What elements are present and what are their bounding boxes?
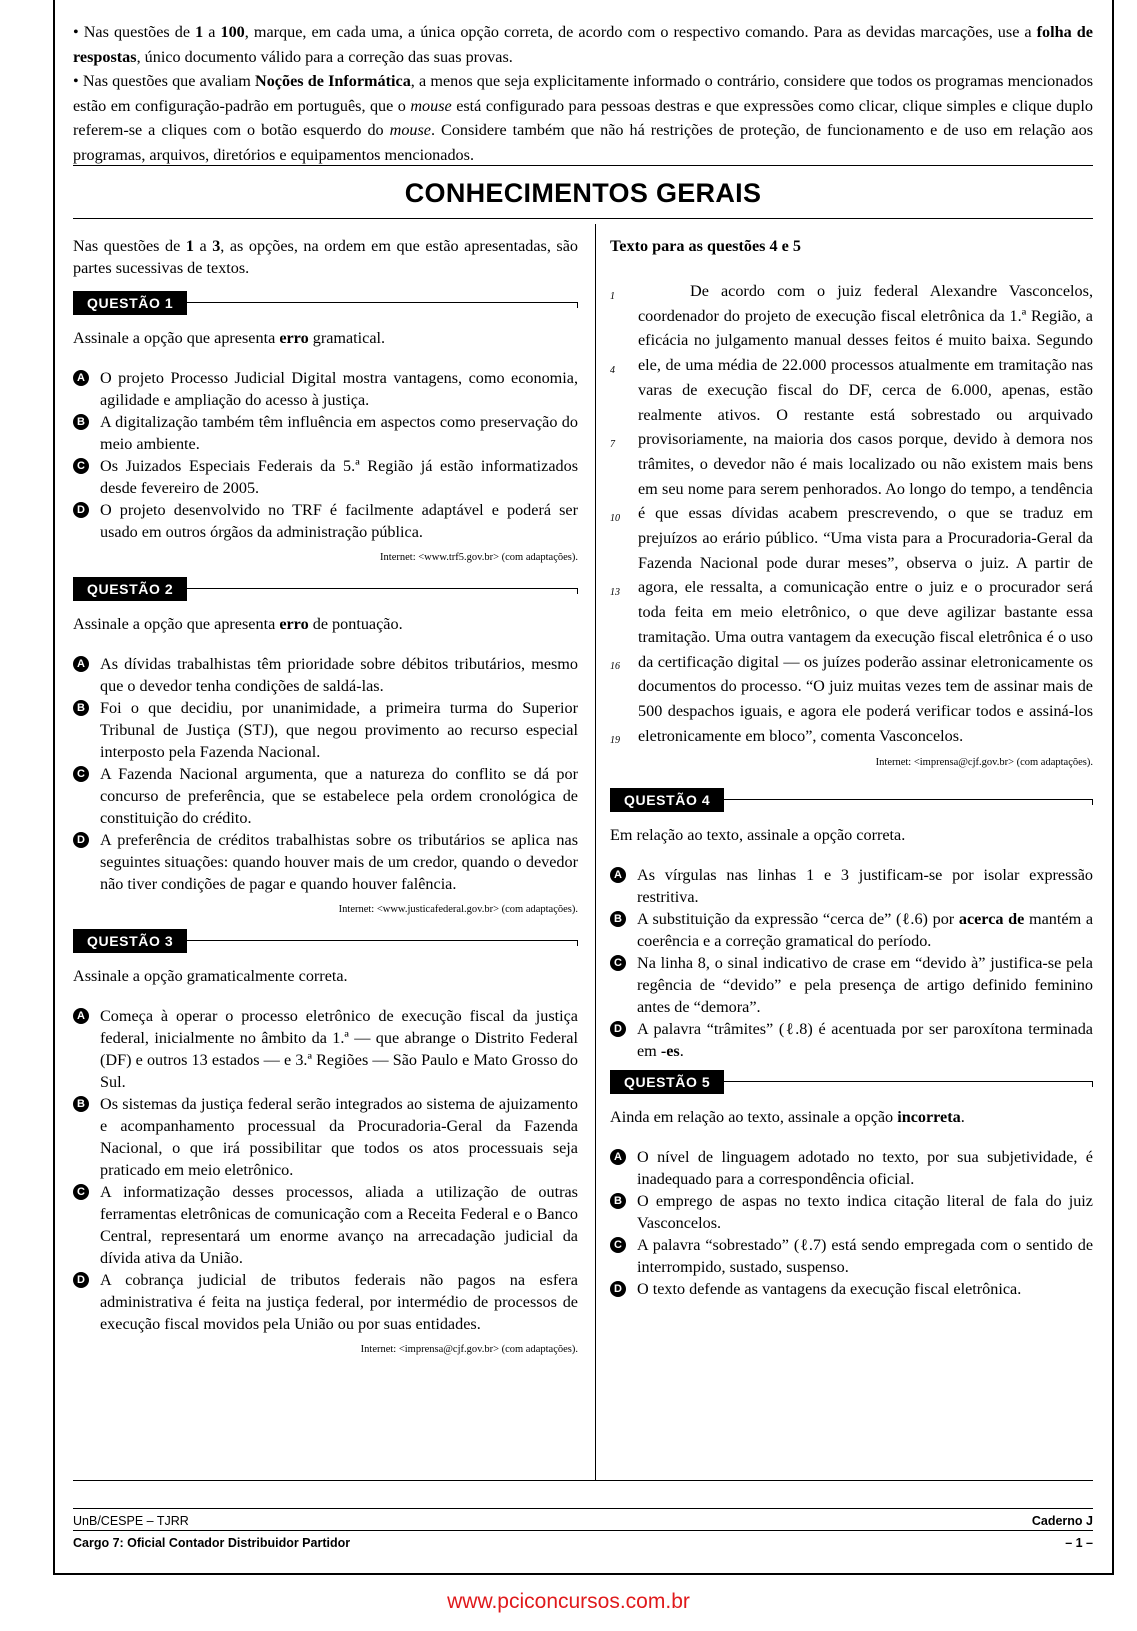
- question-3-stem: Assinale a opção gramaticalmente correta.: [73, 967, 348, 985]
- question-4-option-d[interactable]: D A palavra “trâmites” (ℓ.8) é acentuada por ser paroxítona terminada em -es.: [610, 1018, 1093, 1062]
- footer-rule-mid: [73, 1530, 1093, 1531]
- question-1-option-d[interactable]: D O projeto desenvolvido no TRF é facilmente adaptável e poderá ser usado em outros órgãos da administração pública.: [73, 499, 578, 543]
- question-4-stem: Em relação ao texto, assinale a opção correta.: [610, 826, 906, 845]
- question-3-option-b[interactable]: B Os sistemas da justiça federal serão integrados ao sistema de ajuizamento e acompanhamento processual da Procuradoria-Geral da Fazenda Nacional, o que irá possibilitar que todos os atos processuais seja praticado em meio eletrônico.: [73, 1093, 578, 1181]
- instruction-1: • Nas questões de 1 a 100, marque, em cada uma, a única opção correta, de acordo com o respectivo comando. Para as devidas marcações, use a folha de respostas, único documento válido para a correção das suas provas.: [73, 23, 1093, 66]
- line-number: 13: [610, 587, 620, 598]
- question-4-option-a[interactable]: A As vírgulas nas linhas 1 e 3 justificam-se por isolar expressão restritiva.: [610, 864, 1093, 908]
- footer-caderno: Caderno J: [1031, 1514, 1093, 1528]
- line-number: 1: [610, 291, 615, 302]
- question-2-option-a[interactable]: A As dívidas trabalhistas têm prioridade sobre débitos tributários, mesmo que o devedor tenha condições de saldá-las.: [73, 653, 578, 697]
- footer-org: UnB/CESPE – TJRR: [73, 1514, 189, 1528]
- line-number: 16: [610, 661, 620, 672]
- question-5-stem: Ainda em relação ao texto, assinale a opção incorreta.: [610, 1108, 965, 1127]
- right-column: [610, 235, 1093, 1300]
- page-number: – 1 –: [1065, 1536, 1093, 1550]
- passage-source: Internet: <imprensa@cjf.gov.br> (com adaptações).: [875, 757, 1093, 769]
- question-4-header: QUESTÃO 4: [610, 788, 1093, 812]
- question-4-option-c[interactable]: C Na linha 8, o sinal indicativo de crase em “devido à” justifica-se pela regência de “devido” e pela presença de artigo definido feminino antes de “demora”.: [610, 952, 1093, 1018]
- question-5-option-a[interactable]: A O nível de linguagem adotado no texto, por sua subjetividade, é inadequado para a correspondência oficial.: [610, 1146, 1093, 1190]
- footer-rule-top: [73, 1508, 1093, 1509]
- question-2-header: QUESTÃO 2: [73, 577, 578, 601]
- question-5-option-b[interactable]: B O emprego de aspas no texto indica citação literal de fala do juiz Vasconcelos.: [610, 1190, 1093, 1234]
- passage-title: Texto para as questões 4 e 5: [610, 237, 801, 255]
- question-5-header: QUESTÃO 5: [610, 1070, 1093, 1094]
- instructions: [73, 20, 1093, 167]
- header-rule: [73, 165, 1093, 166]
- question-4-option-b[interactable]: B A substituição da expressão “cerca de” (ℓ.6) por acerca de mantém a coerência e a correção gramatical do período.: [610, 908, 1093, 952]
- passage-text: De acordo com o juiz federal Alexandre Vasconcelos, coordenador do projeto de execução fiscal eletrônica da 1.ª Região, a eficácia no julgamento manual desses feitos é muito baixa. Segundo ele, de uma média de 22.000 processos atualmente em tramitação nas varas de execução fiscal do DF, cerca de 6.000, apenas, estão realmente ativos. O restante está sobrestado ou arquivado provisoriamente, na maioria dos casos porque, devido à demora nos trâmites, o devedor não é mais localizado ou não existem mais bens em seu nome para serem penhorados. Ao longo do tempo, a tendência é que essas dívidas acabem prescrevendo, o que se traduz em prejuízos ao erário público. “Uma vista para a Procuradoria-Geral da Fazenda Nacional pode durar meses”, observa o juiz. A partir de agora, ele ressalta, a comunicação entre o juiz e o procurador será toda feita em meio eletrônico, o que deve agilizar bastante essa tramitação. Uma outra vantagem da execução fiscal eletrônica é o uso da certificação digital — os juízes poderão assinar eletronicamente os documentos do processo. “O juiz muitas vezes tem de assinar mais de 500 despachos iguais, e agora ele poderá verificar todos e assiná-los eletronicamente em bloco”, comenta Vasconcelos.: [638, 282, 1093, 745]
- question-1-stem: Assinale a opção que apresenta erro gramatical.: [73, 329, 386, 347]
- question-5-option-d[interactable]: D O texto defende as vantagens da execução fiscal eletrônica.: [610, 1278, 1093, 1300]
- column-divider: [595, 224, 596, 1480]
- question-2-stem: Assinale a opção que apresenta erro de pontuação.: [73, 615, 403, 633]
- line-number: 4: [610, 365, 615, 376]
- footer-cargo: Cargo 7: Oficial Contador Distribuidor Partidor: [73, 1536, 351, 1550]
- line-number: 10: [610, 513, 620, 524]
- question-1-option-a[interactable]: A O projeto Processo Judicial Digital mostra vantagens, como economia, agilidade e ampliação do acesso à justiça.: [73, 367, 578, 411]
- question-1-option-b[interactable]: B A digitalização também têm influência em aspectos como preservação do meio ambiente.: [73, 411, 578, 455]
- instruction-2: • Nas questões que avaliam Noções de Informática, a menos que seja explicitamente informado o contrário, considere que todos os programas mencionados estão em configuração-padrão em português, que o mouse está configurado para pessoas destras e que expressões como clicar, clique simples e clique duplo referem-se a cliques com o botão esquerdo do mouse. Considere também que não há restrições de proteção, de funcionamento e de uso em relação aos programas, arquivos, diretórios e equipamentos mencionados.: [73, 72, 1093, 164]
- passage: [610, 279, 1093, 748]
- website-link[interactable]: www.pciconcursos.com.br: [447, 1590, 690, 1613]
- question-3-option-d[interactable]: D A cobrança judicial de tributos federais não pagos na esfera administrativa é feita na justiça federal, por intermédio de processos de execução fiscal movidos pela União ou por suas entidades.: [73, 1269, 578, 1335]
- line-number: 7: [610, 439, 615, 450]
- intro-text: Nas questões de 1 a 3, as opções, na ordem em que estão apresentadas, são partes sucessivas de textos.: [73, 237, 579, 277]
- question-5-option-c[interactable]: C A palavra “sobrestado” (ℓ.7) está sendo empregada com o sentido de interrompido, sustado, suspenso.: [610, 1234, 1093, 1278]
- content-bottom-rule: [73, 1480, 1093, 1481]
- left-column: [73, 235, 578, 1367]
- question-2-option-d[interactable]: D A preferência de créditos trabalhistas sobre os tributários se aplica nas seguintes situações: quando houver mais de um credor, quando o devedor não tiver condições de pagar e quando houver falência.: [73, 829, 578, 895]
- title-rule: [73, 218, 1093, 219]
- question-1-header: QUESTÃO 1: [73, 291, 578, 315]
- question-1-option-c[interactable]: C Os Juizados Especiais Federais da 5.ª Região já estão informatizados desde fevereiro de 2005.: [73, 455, 578, 499]
- section-title: CONHECIMENTOS GERAIS: [404, 178, 762, 208]
- question-3-option-c[interactable]: C A informatização desses processos, aliada a utilização de outras ferramentas eletrônicas de comunicação com a Receita Federal e o Banco Central, representará um enorme avanço na arrecadação judicial da dívida ativa da União.: [73, 1181, 578, 1269]
- question-3-header: QUESTÃO 3: [73, 929, 578, 953]
- question-3-option-a[interactable]: A Começa à operar o processo eletrônico de execução fiscal da justiça federal, inicialmente no âmbito da 1.ª — que abrange o Distrito Federal (DF) e outros 13 estados — e 3.ª Regiões — São Paulo e Mato Grosso do Sul.: [73, 1005, 578, 1093]
- question-1-source: Internet: <www.trf5.gov.br> (com adaptações).: [380, 552, 578, 563]
- line-number: 19: [610, 735, 620, 746]
- question-3-source: Internet: <imprensa@cjf.gov.br> (com adaptações).: [360, 1344, 578, 1355]
- question-2-source: Internet: <www.justicafederal.gov.br> (com adaptações).: [338, 904, 578, 915]
- question-2-option-b[interactable]: B Foi o que decidiu, por unanimidade, a primeira turma do Superior Tribunal de Justiça (STJ), que negou provimento ao recurso especial interposto pela Fazenda Nacional.: [73, 697, 578, 763]
- question-2-option-c[interactable]: C A Fazenda Nacional argumenta, que a natureza do conflito se dá por concurso de preferência, que se estabelece pela ordem cronológica de constituição do crédito.: [73, 763, 578, 829]
